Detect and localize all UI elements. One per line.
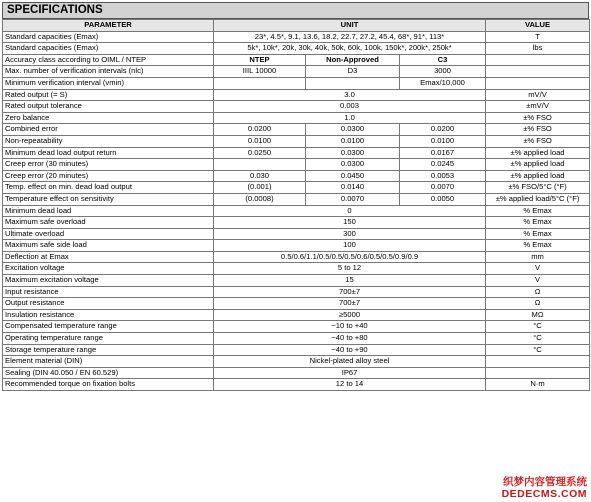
- parameter-cell: Max. number of verification intervals (nlc): [3, 66, 214, 78]
- c3-cell: 0.0053: [400, 170, 486, 182]
- value-cell: ±mV/V: [486, 101, 590, 113]
- table-header-row: [3, 20, 590, 32]
- watermark-line-1: 织梦内容管理系统: [503, 476, 587, 488]
- value-cell: % Emax: [486, 205, 590, 217]
- parameter-cell: Output resistance: [3, 298, 214, 310]
- table-row: [3, 251, 590, 263]
- value-cell: ±% FSO: [486, 124, 590, 136]
- value-cell: lbs: [486, 43, 590, 55]
- value-cell: MΩ: [486, 309, 590, 321]
- ntep-cell: 0.0100: [214, 135, 306, 147]
- non-approved-cell: 0.0140: [306, 182, 400, 194]
- ntep-cell: [214, 77, 306, 89]
- table-row: [3, 228, 590, 240]
- value-cell: ±% applied load: [486, 170, 590, 182]
- non-approved-cell: 0.0100: [306, 135, 400, 147]
- table-row: [3, 217, 590, 229]
- unit-cell: 12 to 14: [214, 379, 486, 391]
- spec-sheet: [2, 2, 589, 391]
- value-cell: ±% applied load: [486, 159, 590, 171]
- ntep-cell: (0.001): [214, 182, 306, 194]
- table-row: [3, 263, 590, 275]
- value-cell: Ω: [486, 286, 590, 298]
- value-cell: [486, 66, 590, 78]
- ntep-cell: 0.030: [214, 170, 306, 182]
- unit-cell: 150: [214, 217, 486, 229]
- ntep-cell: (0.0008): [214, 193, 306, 205]
- c3-cell: 0.0070: [400, 182, 486, 194]
- table-row: [3, 43, 590, 55]
- value-cell: % Emax: [486, 217, 590, 229]
- table-row: [3, 89, 590, 101]
- value-cell: Ω: [486, 298, 590, 310]
- unit-cell: 23*, 4.5*, 9.1, 13.6, 18.2, 22.7, 27.2, 45.4, 68*, 91*, 113*: [214, 31, 486, 43]
- c3-cell: 0.0245: [400, 159, 486, 171]
- value-cell: °C: [486, 344, 590, 356]
- table-row: [3, 54, 590, 66]
- table-row: [3, 356, 590, 368]
- unit-cell: 0.5/0.6/1.1/0.5/0.5/0.5/0.6/0.5/0.5/0.9/0.9: [214, 251, 486, 263]
- table-row: [3, 298, 590, 310]
- table-row: [3, 170, 590, 182]
- unit-cell: −40 to +90: [214, 344, 486, 356]
- parameter-cell: Temp. effect on min. dead load output: [3, 182, 214, 194]
- parameter-cell: Storage temperature range: [3, 344, 214, 356]
- value-cell: % Emax: [486, 240, 590, 252]
- unit-cell: 700±7: [214, 286, 486, 298]
- unit-cell: −10 to +40: [214, 321, 486, 333]
- ntep-cell: 0.0250: [214, 147, 306, 159]
- value-cell: N·m: [486, 379, 590, 391]
- c3-cell: 3000: [400, 66, 486, 78]
- subheader-non-approved: Non-Approved: [306, 54, 400, 66]
- ntep-cell: IIIL 10000: [214, 66, 306, 78]
- parameter-cell: Insulation resistance: [3, 309, 214, 321]
- parameter-cell: Maximum safe side load: [3, 240, 214, 252]
- table-row: [3, 379, 590, 391]
- non-approved-cell: 0.0450: [306, 170, 400, 182]
- value-cell: ±% FSO: [486, 112, 590, 124]
- header-unit: UNIT: [214, 20, 486, 32]
- value-cell: ±% FSO: [486, 135, 590, 147]
- table-row: [3, 367, 590, 379]
- value-cell: ±% applied load/5°C (°F): [486, 193, 590, 205]
- parameter-cell: Rated output (= S): [3, 89, 214, 101]
- table-row: [3, 275, 590, 287]
- value-cell: ±% FSO/5°C (°F): [486, 182, 590, 194]
- unit-cell: 0.003: [214, 101, 486, 113]
- non-approved-cell: 0.0300: [306, 124, 400, 136]
- parameter-cell: Non-repeatability: [3, 135, 214, 147]
- ntep-cell: 0.0200: [214, 124, 306, 136]
- parameter-cell: Sealing (DIN 40.050 / EN 60.529): [3, 367, 214, 379]
- parameter-cell: Combined error: [3, 124, 214, 136]
- table-row: [3, 309, 590, 321]
- spec-table: [2, 19, 590, 391]
- parameter-cell: Operating temperature range: [3, 333, 214, 345]
- value-cell: [486, 356, 590, 368]
- parameter-cell: Zero balance: [3, 112, 214, 124]
- unit-cell: −40 to +80: [214, 333, 486, 345]
- subheader-c3: C3: [400, 54, 486, 66]
- header-parameter: PARAMETER: [3, 20, 214, 32]
- non-approved-cell: 0.0070: [306, 193, 400, 205]
- parameter-cell: Maximum excitation voltage: [3, 275, 214, 287]
- watermark-line-2: DEDECMS.COM: [501, 488, 587, 500]
- table-row: [3, 112, 590, 124]
- unit-cell: 5k*, 10k*, 20k, 30k, 40k, 50k, 60k, 100k, 150k*, 200k*, 250k*: [214, 43, 486, 55]
- table-row: [3, 333, 590, 345]
- parameter-cell: Recommended torque on fixation bolts: [3, 379, 214, 391]
- value-cell: V: [486, 275, 590, 287]
- watermark: [500, 476, 589, 500]
- value-cell: °C: [486, 333, 590, 345]
- c3-cell: 0.0200: [400, 124, 486, 136]
- unit-cell: 300: [214, 228, 486, 240]
- spec-title: SPECIFICATIONS: [2, 2, 589, 19]
- subheader-ntep: NTEP: [214, 54, 306, 66]
- parameter-cell: Deflection at Emax: [3, 251, 214, 263]
- table-row: [3, 193, 590, 205]
- table-row: [3, 286, 590, 298]
- table-row: [3, 147, 590, 159]
- table-row: [3, 31, 590, 43]
- parameter-cell: Standard capacities (Emax): [3, 31, 214, 43]
- table-row: [3, 240, 590, 252]
- parameter-cell: Accuracy class according to OIML / NTEP: [3, 54, 214, 66]
- value-cell: [486, 367, 590, 379]
- unit-cell: ≥5000: [214, 309, 486, 321]
- table-row: [3, 205, 590, 217]
- table-row: [3, 124, 590, 136]
- value-cell: T: [486, 31, 590, 43]
- unit-cell: 0: [214, 205, 486, 217]
- value-cell: [486, 77, 590, 89]
- unit-cell: 1.0: [214, 112, 486, 124]
- non-approved-cell: 0.0300: [306, 159, 400, 171]
- table-row: [3, 159, 590, 171]
- header-value: VALUE: [486, 20, 590, 32]
- unit-cell: IP67: [214, 367, 486, 379]
- c3-cell: 0.0100: [400, 135, 486, 147]
- value-cell: ±% applied load: [486, 147, 590, 159]
- value-cell: % Emax: [486, 228, 590, 240]
- ntep-cell: [214, 159, 306, 171]
- parameter-cell: Creep error (30 minutes): [3, 159, 214, 171]
- parameter-cell: Rated output tolerance: [3, 101, 214, 113]
- c3-cell: 0.0050: [400, 193, 486, 205]
- c3-cell: Emax/10,000: [400, 77, 486, 89]
- parameter-cell: Compensated temperature range: [3, 321, 214, 333]
- parameter-cell: Minimum dead load: [3, 205, 214, 217]
- parameter-cell: Temperature effect on sensitivity: [3, 193, 214, 205]
- parameter-cell: Excitation voltage: [3, 263, 214, 275]
- value-cell: V: [486, 263, 590, 275]
- c3-cell: 0.0167: [400, 147, 486, 159]
- unit-cell: 100: [214, 240, 486, 252]
- parameter-cell: Input resistance: [3, 286, 214, 298]
- parameter-cell: Minimum dead load output return: [3, 147, 214, 159]
- value-cell: [486, 54, 590, 66]
- unit-cell: 15: [214, 275, 486, 287]
- non-approved-cell: 0.0300: [306, 147, 400, 159]
- non-approved-cell: D3: [306, 66, 400, 78]
- unit-cell: Nickel-plated alloy steel: [214, 356, 486, 368]
- unit-cell: 5 to 12: [214, 263, 486, 275]
- non-approved-cell: [306, 77, 400, 89]
- parameter-cell: Ultimate overload: [3, 228, 214, 240]
- table-row: [3, 77, 590, 89]
- table-row: [3, 321, 590, 333]
- value-cell: mV/V: [486, 89, 590, 101]
- parameter-cell: Creep error (20 minutes): [3, 170, 214, 182]
- parameter-cell: Element material (DIN): [3, 356, 214, 368]
- table-row: [3, 101, 590, 113]
- unit-cell: 3.0: [214, 89, 486, 101]
- parameter-cell: Maximum safe overload: [3, 217, 214, 229]
- parameter-cell: Standard capacities (Emax): [3, 43, 214, 55]
- value-cell: mm: [486, 251, 590, 263]
- unit-cell: 700±7: [214, 298, 486, 310]
- value-cell: °C: [486, 321, 590, 333]
- table-row: [3, 182, 590, 194]
- parameter-cell: Minimum verification interval (vmin): [3, 77, 214, 89]
- table-row: [3, 135, 590, 147]
- table-row: [3, 344, 590, 356]
- table-row: [3, 66, 590, 78]
